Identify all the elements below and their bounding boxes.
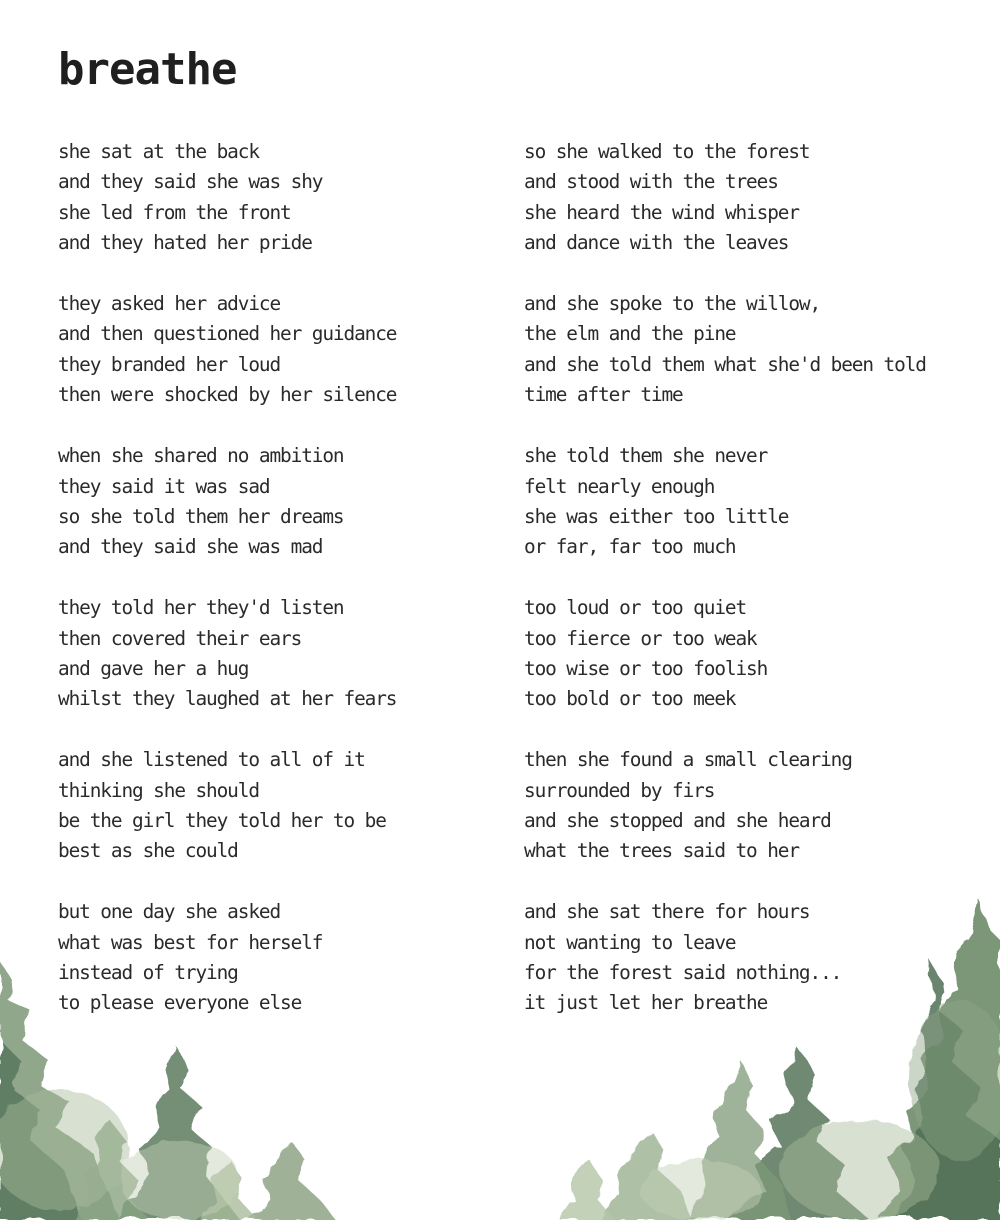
- poem-line: she sat at the back: [58, 140, 259, 163]
- poem-title: breathe: [58, 44, 237, 95]
- poem-line: best as she could: [58, 839, 238, 863]
- poem-line: or far, far too much: [524, 535, 736, 559]
- stanza: [58, 897, 498, 1019]
- poem-line: she led from the front: [58, 200, 291, 224]
- poem-line: the elm and the pine: [524, 322, 736, 346]
- poem-line: time after time: [524, 383, 683, 407]
- poem-line: she told them she never: [524, 444, 768, 468]
- poem-line: then she found a small clearing: [524, 748, 852, 772]
- poem-line: and she told them what she'd been told: [524, 352, 926, 376]
- stanza: [524, 897, 984, 1019]
- poem-line: when she shared no ambition: [58, 444, 344, 468]
- poem-line: and she listened to all of it: [58, 748, 365, 772]
- poem-left-column: [58, 137, 498, 1049]
- poem-line: it just let her breathe: [524, 991, 768, 1015]
- poem-line: then were shocked by her silence: [58, 383, 397, 407]
- poem-line: not wanting to leave: [524, 930, 736, 954]
- stanza: [58, 441, 498, 563]
- poem-line: thinking she should: [58, 778, 259, 802]
- poem-line: and she spoke to the willow,: [524, 292, 821, 316]
- stanza: [58, 593, 498, 715]
- poem-line: but one day she asked: [58, 900, 281, 924]
- poem-line: they asked her advice: [58, 292, 281, 316]
- poem-line: and stood with the trees: [524, 170, 778, 194]
- poem-line: be the girl they told her to be: [58, 809, 386, 833]
- stanza: [524, 289, 984, 411]
- stanza: [58, 137, 498, 259]
- poem-line: to please everyone else: [58, 991, 302, 1015]
- poem-line: she heard the wind whisper: [524, 200, 799, 224]
- poem-line: too loud or too quiet: [524, 596, 747, 620]
- poem-line: surrounded by firs: [524, 778, 715, 802]
- poem-line: so she told them her dreams: [58, 504, 344, 528]
- poem-line: she was either too little: [524, 504, 789, 528]
- poem-line: too wise or too foolish: [524, 656, 768, 680]
- poem-line: instead of trying: [58, 961, 238, 985]
- poem-line: and they hated her pride: [58, 231, 312, 255]
- poem-line: too fierce or too weak: [524, 626, 757, 650]
- poem-line: and she sat there for hours: [524, 900, 810, 924]
- poem-line: and they said she was shy: [58, 170, 323, 194]
- poem-line: so she walked to the forest: [524, 140, 810, 163]
- poem-line: and they said she was mad: [58, 535, 323, 559]
- poem-line: what the trees said to her: [524, 839, 799, 863]
- poem-line: and then questioned her guidance: [58, 322, 397, 346]
- poem-line: and she stopped and she heard: [524, 809, 831, 833]
- stanza: [524, 593, 984, 715]
- poem-line: too bold or too meek: [524, 687, 736, 711]
- poem-line: what was best for herself: [58, 930, 323, 954]
- stanza: [58, 745, 498, 867]
- poem-line: whilst they laughed at her fears: [58, 687, 397, 711]
- poem-line: felt nearly enough: [524, 474, 715, 498]
- stanza: [524, 441, 984, 563]
- stanza: [524, 745, 984, 867]
- poem-right-column: [524, 137, 984, 1049]
- stanza: [524, 137, 984, 259]
- poem-line: and gave her a hug: [58, 656, 249, 680]
- poem-line: and dance with the leaves: [524, 231, 789, 255]
- poem-line: they said it was sad: [58, 474, 270, 498]
- poem-line: for the forest said nothing...: [524, 961, 842, 985]
- poem-line: they branded her loud: [58, 352, 281, 376]
- poem-line: they told her they'd listen: [58, 596, 344, 620]
- poem-line: then covered their ears: [58, 626, 302, 650]
- stanza: [58, 289, 498, 411]
